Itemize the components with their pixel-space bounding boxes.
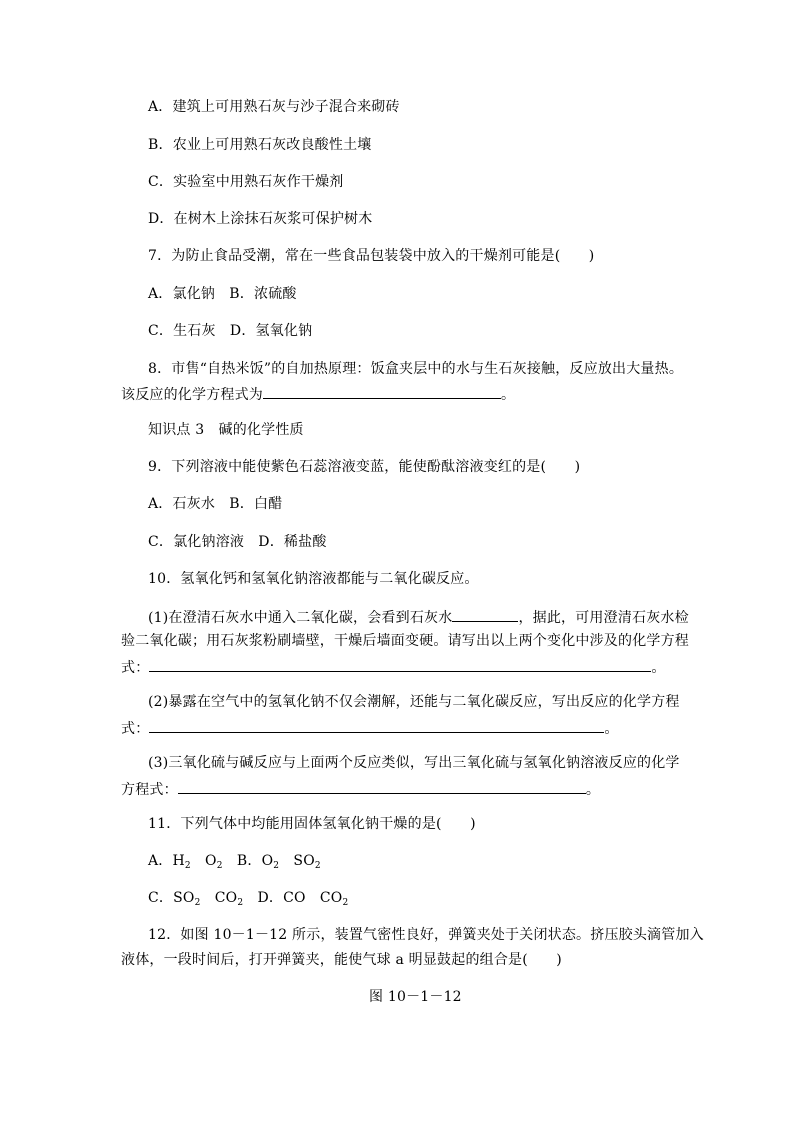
question-11: 11．下列气体中均能用固体氢氧化钠干燥的是( ) xyxy=(148,816,476,832)
question-11-options-cd xyxy=(148,889,348,907)
question-10-1-text-b: ，据此，可用澄清石灰水检 xyxy=(518,610,689,626)
option-text: B．O xyxy=(222,853,274,869)
option-6b: B．农业上可用熟石灰改良酸性土壤 xyxy=(148,137,372,153)
question-10-2-prompt: 式： xyxy=(121,721,150,737)
question-12-line1: 12．如图 10－1－12 所示，装置气密性良好，弹簧夹处于关闭状态。挤压胶头滴管加入 xyxy=(148,927,704,943)
question-7: 7．为防止食品受潮，常在一些食品包装袋中放入的干燥剂可能是( ) xyxy=(148,248,595,264)
question-10: 10．氢氧化钙和氢氧化钠溶液都能与二氧化碳反应。 xyxy=(148,571,479,587)
option-text: C．SO xyxy=(148,890,195,906)
question-10-2-line1: (2)暴露在空气中的氢氧化钠不仅会潮解，还能与二氧化碳反应，写出反应的化学方程 xyxy=(148,694,680,710)
question-8-period: 。 xyxy=(501,387,516,403)
option-6c: C．实验室中用熟石灰作干燥剂 xyxy=(148,174,344,190)
subscript: 2 xyxy=(314,861,321,871)
question-10-2-line2 xyxy=(121,718,619,738)
question-10-1-period: 。 xyxy=(651,660,666,676)
subscript: 2 xyxy=(216,861,223,871)
question-10-3-line2 xyxy=(121,779,600,799)
question-10-1-text-a: (1)在澄清石灰水中通入二氧化碳，会看到石灰水 xyxy=(148,610,453,626)
question-9: 9．下列溶液中能使紫色石蕊溶液变蓝，能使酚酞溶液变红的是( ) xyxy=(148,459,581,475)
question-8-line2 xyxy=(121,384,515,404)
subscript: 2 xyxy=(342,898,349,908)
option-text: CO xyxy=(200,890,238,906)
subscript: 2 xyxy=(184,861,191,871)
answer-blank-10-1a[interactable] xyxy=(452,607,518,622)
question-9-options-cd: C．氯化钠溶液 D．稀盐酸 xyxy=(148,534,327,550)
question-10-1-line1 xyxy=(148,607,689,627)
option-6d: D．在树木上涂抹石灰浆可保护树木 xyxy=(148,211,373,227)
question-10-3-prompt: 方程式： xyxy=(121,782,178,798)
question-10-1-prompt: 式： xyxy=(121,660,150,676)
option-text: A．H xyxy=(148,853,185,869)
answer-blank-10-3[interactable] xyxy=(178,779,586,794)
option-text: SO xyxy=(279,853,315,869)
question-9-options-ab: A．石灰水 B．白醋 xyxy=(148,496,283,512)
question-7-options-cd: C．生石灰 D．氢氧化钠 xyxy=(148,323,313,339)
subscript: 2 xyxy=(273,861,280,871)
option-text: O xyxy=(190,853,217,869)
question-11-options-ab xyxy=(148,852,321,870)
figure-caption: 图 10－1－12 xyxy=(369,989,462,1005)
answer-blank-8[interactable] xyxy=(263,384,501,399)
question-10-2-period: 。 xyxy=(604,721,619,737)
subscript: 2 xyxy=(194,898,201,908)
question-10-1-line2: 验二氧化碳；用石灰浆粉刷墙壁，干燥后墙面变硬。请写出以上两个变化中涉及的化学方程 xyxy=(121,633,689,649)
answer-blank-10-2[interactable] xyxy=(149,718,604,733)
option-6a: A．建筑上可用熟石灰与沙子混合来砌砖 xyxy=(148,99,400,115)
question-8-prompt: 该反应的化学方程式为 xyxy=(121,387,263,403)
question-10-3-line1: (3)三氧化硫与碱反应与上面两个反应类似，写出三氧化硫与氢氧化钠溶液反应的化学 xyxy=(148,755,680,771)
question-10-3-period: 。 xyxy=(585,782,601,798)
question-12-line2: 液体，一段时间后，打开弹簧夹，能使气球 a 明显鼓起的组合是( ) xyxy=(121,952,562,968)
section-heading-3: 知识点 3 碱的化学性质 xyxy=(148,422,304,438)
question-7-options-ab: A．氯化钠 B．浓硫酸 xyxy=(148,286,297,302)
question-8-line1: 8．市售“自热米饭”的自加热原理：饭盒夹层中的水与生石灰接触，反应放出大量热。 xyxy=(148,361,684,377)
question-10-1-line3 xyxy=(121,657,666,677)
answer-blank-10-1b[interactable] xyxy=(149,657,651,672)
subscript: 2 xyxy=(237,898,244,908)
option-text: D．CO CO xyxy=(243,890,343,906)
